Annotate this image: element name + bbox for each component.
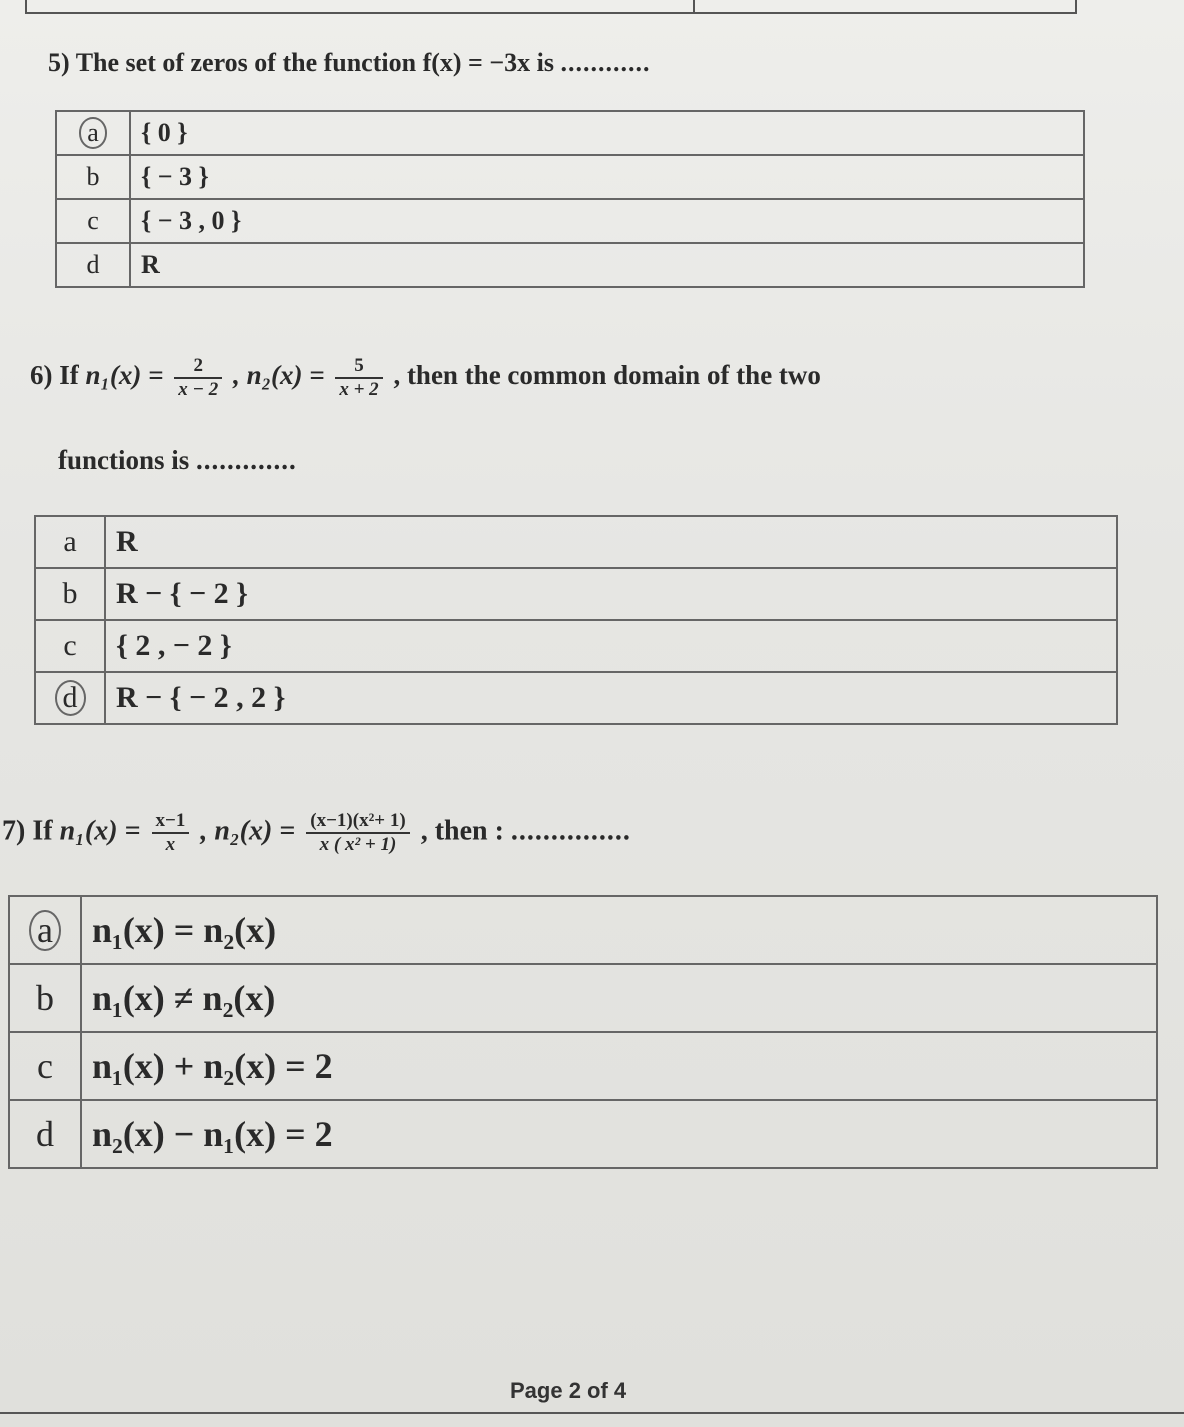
option-value: n₁(x) ≠ n₂(x) [81, 964, 1157, 1032]
option-value: n₁(x) = n₂(x) [81, 896, 1157, 964]
numerator: x−1 [152, 810, 190, 834]
option-value: R − { − 2 } [105, 568, 1117, 620]
option-row[interactable] [56, 199, 1084, 243]
option-label: d [9, 1100, 81, 1168]
answer-blank: ............. [196, 445, 297, 475]
option-label: b [9, 964, 81, 1032]
option-label: c [56, 199, 130, 243]
question-6-line-2 [58, 445, 297, 476]
question-6 [30, 355, 821, 401]
option-row[interactable] [35, 672, 1117, 724]
question-number: 6) [30, 360, 53, 391]
denominator: x ( x² + 1) [319, 834, 397, 855]
option-row[interactable] [9, 1100, 1157, 1168]
question-5-options [55, 110, 1085, 288]
numerator: 2 [174, 355, 222, 379]
option-label: c [35, 620, 105, 672]
question-7-options [8, 895, 1158, 1169]
option-value: R [130, 243, 1084, 287]
option-row[interactable] [56, 111, 1084, 155]
question-6-options [34, 515, 1118, 725]
numerator: (x−1)(x²+ 1) [306, 810, 409, 834]
option-row[interactable] [35, 568, 1117, 620]
denominator: x − 2 [178, 379, 219, 400]
answer-blank: ............... [510, 815, 631, 847]
option-label [56, 111, 130, 155]
question-number: 7) [2, 815, 26, 847]
function-n2-label: , n₂(x) = [200, 815, 296, 847]
marked-circle: d [55, 680, 86, 716]
question-5 [48, 48, 651, 78]
option-label: c [9, 1032, 81, 1100]
option-label: a [35, 516, 105, 568]
option-value: R [105, 516, 1117, 568]
marked-circle: a [79, 117, 107, 148]
denominator: x [165, 834, 176, 855]
footer-rule [0, 1412, 1184, 1414]
fraction-n1 [174, 355, 222, 401]
option-row[interactable] [9, 1032, 1157, 1100]
function-n1-label: n₁(x) = [85, 360, 164, 391]
question-text: If [32, 815, 53, 847]
previous-table-edge [25, 0, 1077, 14]
option-row[interactable] [9, 964, 1157, 1032]
option-value: R − { − 2 , 2 } [105, 672, 1117, 724]
option-row[interactable] [35, 516, 1117, 568]
option-value: n₂(x) − n₁(x) = 2 [81, 1100, 1157, 1168]
option-row[interactable] [56, 155, 1084, 199]
function-n1-label: n₁(x) = [59, 815, 141, 847]
question-text: The set of zeros of the function f(x) = −3x is [75, 48, 555, 77]
option-row[interactable] [35, 620, 1117, 672]
fraction-n1 [152, 810, 190, 856]
option-label [9, 896, 81, 964]
page-number: Page 2 of 4 [510, 1378, 627, 1403]
option-value: { 0 } [130, 111, 1084, 155]
question-text: , then : [420, 815, 504, 847]
option-value: { − 3 } [130, 155, 1084, 199]
option-label: b [35, 568, 105, 620]
marked-circle: a [29, 910, 61, 952]
denominator: x + 2 [339, 379, 379, 400]
option-value: { − 3 , 0 } [130, 199, 1084, 243]
answer-blank: ............ [560, 48, 651, 77]
option-row[interactable] [9, 896, 1157, 964]
option-label [35, 672, 105, 724]
question-text: If [59, 360, 79, 391]
fraction-n2 [306, 810, 409, 856]
fraction-n2 [335, 355, 382, 401]
question-text: , then the common domain of the two [393, 360, 821, 391]
question-text: functions is [58, 445, 190, 475]
question-number: 5) [48, 48, 70, 77]
option-row[interactable] [56, 243, 1084, 287]
option-label: b [56, 155, 130, 199]
option-label: d [56, 243, 130, 287]
option-value: n₁(x) + n₂(x) = 2 [81, 1032, 1157, 1100]
function-n2-label: , n₂(x) = [233, 360, 325, 391]
numerator: 5 [335, 355, 382, 379]
question-7 [2, 810, 631, 856]
option-value: { 2 , − 2 } [105, 620, 1117, 672]
